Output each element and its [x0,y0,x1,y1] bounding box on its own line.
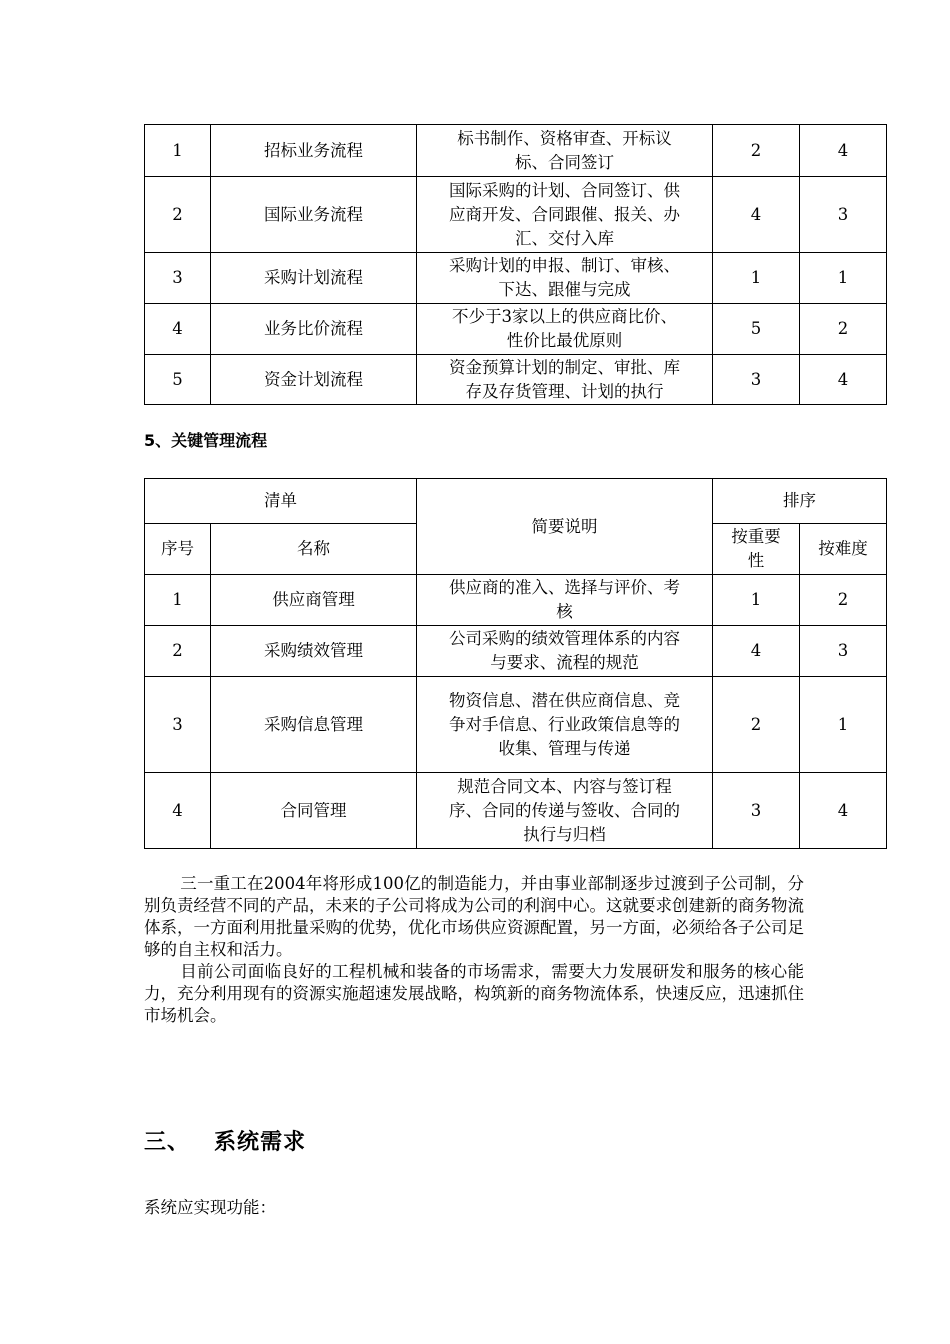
row-desc: 采购计划的申报、制订、审核、 下达、跟催与完成 [417,253,713,304]
row-importance: 3 [713,773,800,849]
paragraph: 三一重工在2004年将形成100亿的制造能力，并由事业部制逐步过渡到子公司制，分别负责经营不同的产品，未来的子公司将成为公司的利润中心。这就要求创建新的商务物流体系，一方面利用批量采购的优势，优化市场供应资源配置，另一方面，必须给各子公司足够的自主权和活力。 [144,874,804,959]
header-no: 序号 [145,524,211,575]
row-desc: 资金预算计划的制定、审批、库 存及存货管理、计划的执行 [417,355,713,405]
header-name: 名称 [211,524,417,575]
header-rank: 排序 [713,479,887,524]
table-row [145,125,887,177]
row-difficulty: 4 [800,355,887,405]
functions-label: 系统应实现功能： [144,1198,276,1217]
row-no: 2 [145,626,211,677]
row-no: 3 [145,253,211,304]
table-row [145,626,887,677]
table-row [145,677,887,773]
row-importance: 4 [713,177,800,253]
section-heading: 5、关键管理流程 [144,431,268,450]
row-name: 资金计划流程 [211,355,417,405]
table-row [145,304,887,355]
row-no: 1 [145,575,211,626]
row-importance: 1 [713,575,800,626]
row-desc: 供应商的准入、选择与评价、考 核 [417,575,713,626]
table-row [145,773,887,849]
row-no: 2 [145,177,211,253]
row-desc: 国际采购的计划、合同签订、供 应商开发、合同跟催、报关、办 汇、交付入库 [417,177,713,253]
row-difficulty: 3 [800,626,887,677]
row-difficulty: 1 [800,253,887,304]
row-name: 供应商管理 [211,575,417,626]
row-name: 业务比价流程 [211,304,417,355]
row-difficulty: 4 [800,773,887,849]
process-table [144,124,887,405]
table-row [145,575,887,626]
row-desc: 公司采购的绩效管理体系的内容 与要求、流程的规范 [417,626,713,677]
row-name: 采购信息管理 [211,677,417,773]
table-row [145,355,887,405]
section-title [144,1125,306,1156]
row-name: 国际业务流程 [211,177,417,253]
row-no: 4 [145,304,211,355]
header-desc: 简要说明 [417,479,713,575]
row-importance: 2 [713,677,800,773]
body-text [144,873,804,1027]
paragraph: 目前公司面临良好的工程机械和装备的市场需求，需要大力发展研发和服务的核心能力，充分利用现有的资源实施超速发展战略，构筑新的商务物流体系，快速反应，迅速抓住市场机会。 [144,962,804,1025]
row-difficulty: 4 [800,125,887,177]
row-importance: 3 [713,355,800,405]
row-no: 5 [145,355,211,405]
row-importance: 1 [713,253,800,304]
row-no: 1 [145,125,211,177]
row-desc: 规范合同文本、内容与签订程 序、合同的传递与签收、合同的 执行与归档 [417,773,713,849]
section-number: 三、 [144,1130,191,1155]
row-name: 合同管理 [211,773,417,849]
section-title-text: 系统需求 [214,1130,307,1155]
row-importance: 5 [713,304,800,355]
row-importance: 2 [713,125,800,177]
header-importance: 按重要 性 [713,524,800,575]
header-row [145,479,887,524]
header-difficulty: 按难度 [800,524,887,575]
row-name: 采购计划流程 [211,253,417,304]
row-difficulty: 3 [800,177,887,253]
row-difficulty: 2 [800,575,887,626]
row-no: 4 [145,773,211,849]
row-importance: 4 [713,626,800,677]
row-difficulty: 1 [800,677,887,773]
row-difficulty: 2 [800,304,887,355]
row-name: 招标业务流程 [211,125,417,177]
table-row [145,253,887,304]
row-no: 3 [145,677,211,773]
key-management-table [144,478,887,849]
header-list: 清单 [145,479,417,524]
row-desc: 标书制作、资格审查、开标议 标、合同签订 [417,125,713,177]
row-name: 采购绩效管理 [211,626,417,677]
table-row [145,177,887,253]
row-desc: 物资信息、潜在供应商信息、竞 争对手信息、行业政策信息等的 收集、管理与传递 [417,677,713,773]
row-desc: 不少于3家以上的供应商比价、 性价比最优原则 [417,304,713,355]
